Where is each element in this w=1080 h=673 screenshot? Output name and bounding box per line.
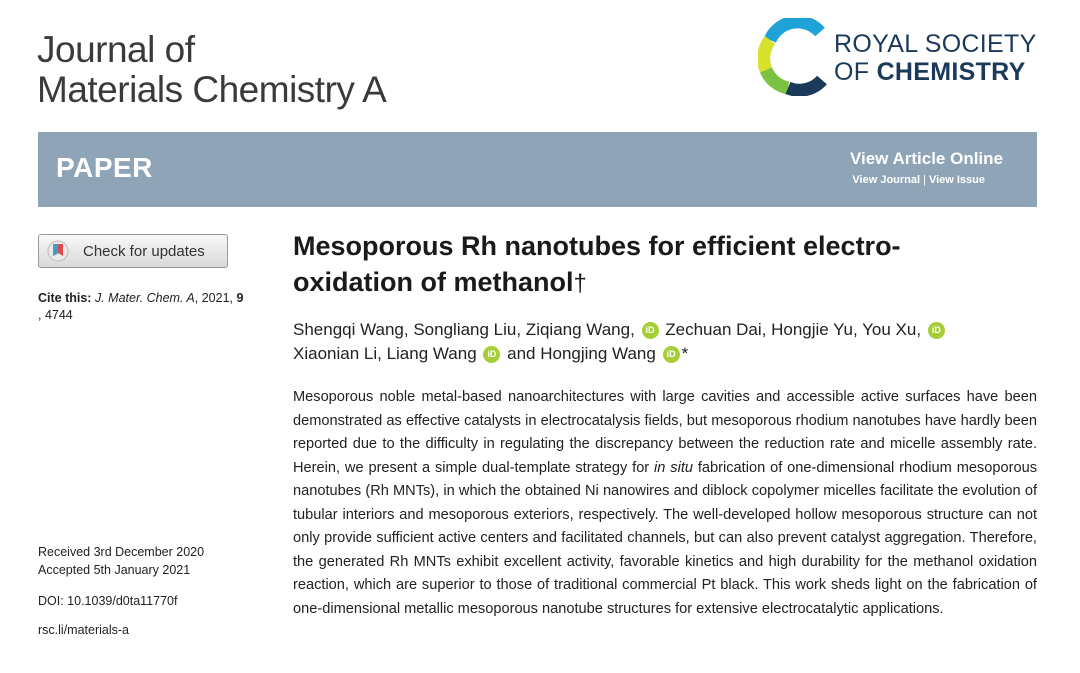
abstract bbox=[293, 386, 1037, 621]
crossmark-icon bbox=[47, 240, 69, 262]
check-for-updates-button[interactable] bbox=[38, 234, 228, 268]
abstract-part2: fabrication of one-dimensional rhodium mesoporous nanotubes (Rh MNTs), in which the obtained Ni nanowires and diblock copolymer micelles facilitate the evolution of tubular interiors and mesoporous exteriors, respectively. The well-developed hollow mesoporous structure can not only provide sufficient active centers and facilitated channels, but can also prevent catalyst aggregation. Therefore, the generated Rh MNTs exhibit excellent activity, favorable kinetics and high durability for the methanol oxidation reaction, which are superior to those of traditional commercial Pt black. This work sheds light on the fabrication of one-dimensional metallic mesoporous nanotube structures for extensive electrocatalytic applications. bbox=[293, 459, 1038, 617]
publisher-name bbox=[834, 30, 1037, 86]
authors-part1: Shengqi Wang, Songliang Liu, Ziqiang Wang, bbox=[293, 320, 635, 339]
orcid-icon[interactable]: iD bbox=[483, 346, 500, 363]
cite-journal: J. Mater. Chem. A bbox=[94, 291, 195, 305]
cite-pages: , 4744 bbox=[38, 308, 73, 322]
article-type-banner bbox=[38, 132, 1037, 207]
view-journal-link[interactable]: View Journal bbox=[852, 174, 921, 186]
rsc-c-logo-icon bbox=[758, 18, 830, 96]
journal-title-line1: Journal of bbox=[37, 29, 195, 70]
abstract-italic: in situ bbox=[654, 459, 693, 476]
publisher-line2-bold: CHEMISTRY bbox=[876, 58, 1026, 86]
view-links bbox=[852, 174, 985, 186]
view-links-separator: | bbox=[923, 174, 926, 186]
check-for-updates-label: Check for updates bbox=[83, 242, 205, 260]
journal-short-link[interactable]: rsc.li/materials-a bbox=[38, 623, 129, 637]
article-dates bbox=[38, 543, 204, 579]
article-title bbox=[293, 228, 1013, 302]
publisher-line2 bbox=[834, 58, 1037, 86]
citation bbox=[38, 290, 268, 324]
cite-year: , 2021, bbox=[194, 291, 237, 305]
title-footnote-mark[interactable]: † bbox=[573, 270, 587, 297]
article-title-text: Mesoporous Rh nanotubes for efficient electro-oxidation of methanol bbox=[293, 231, 901, 297]
publisher-line1: ROYAL SOCIETY bbox=[834, 30, 1037, 58]
cite-volume: 9 bbox=[236, 291, 244, 305]
authors-part2: Zechuan Dai, Hongjie Yu, You Xu, bbox=[660, 320, 922, 339]
doi[interactable]: DOI: 10.1039/d0ta11770f bbox=[38, 594, 178, 608]
authors-part4: and Hongjing Wang bbox=[502, 344, 656, 363]
view-article-online-link[interactable]: View Article Online bbox=[849, 149, 1003, 168]
journal-title-line2: Materials Chemistry A bbox=[37, 69, 387, 110]
journal-title bbox=[37, 30, 386, 110]
authors-part3: Xiaonian Li, Liang Wang bbox=[293, 344, 477, 363]
publisher-line2-of: OF bbox=[834, 58, 877, 86]
orcid-icon[interactable]: iD bbox=[928, 322, 945, 339]
author-list bbox=[293, 318, 1043, 366]
view-issue-link[interactable]: View Issue bbox=[928, 174, 985, 186]
abstract-part1: Mesoporous noble metal-based nanoarchitectures with large cavities and accessible active surfaces have been demonstrated as effective catalysts in electrocatalysis fields, but mesoporous rhodium nanotubes have hardly been reported due to the difficulty in regulating the discrepancy between the reduction rate and micelle assembly rate. Herein, we present a simple dual-template strategy for bbox=[293, 389, 1037, 476]
cite-label: Cite this: bbox=[38, 291, 92, 305]
rsc-logo[interactable] bbox=[758, 18, 1048, 98]
accepted-date: Accepted 5th January 2021 bbox=[38, 563, 191, 577]
article-type-label: PAPER bbox=[56, 152, 153, 183]
received-date: Received 3rd December 2020 bbox=[38, 545, 205, 559]
orcid-icon[interactable]: iD bbox=[642, 322, 659, 339]
orcid-icon[interactable]: iD bbox=[663, 346, 680, 363]
corresponding-author-mark: * bbox=[681, 344, 689, 363]
